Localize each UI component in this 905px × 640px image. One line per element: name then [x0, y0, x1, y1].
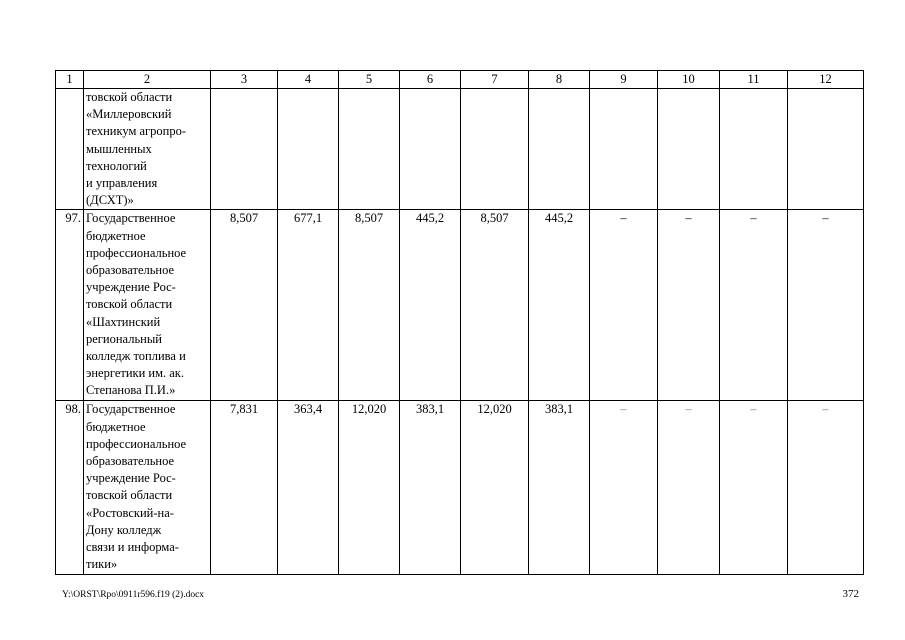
value-cell: 8,507	[461, 210, 529, 401]
header-cell: 2	[84, 71, 211, 89]
row-number: 98.	[56, 401, 84, 575]
table-row	[56, 401, 864, 575]
row-number: 97.	[56, 210, 84, 401]
institution-name: Государственное бюджетное профессиональное образовательное учреждение Рос- товской области «Шахтинский региональный колледж топлива и энергетики им. ак. Степанова П.И.»	[84, 210, 211, 401]
dash-cell: –	[720, 210, 788, 401]
dash-cell	[720, 89, 788, 210]
dash-cell	[590, 89, 658, 210]
institution-name: товской области «Миллеровский техникум агропро- мышленных технологий и управления (ДСХТ)»	[84, 89, 211, 210]
value-cell	[339, 89, 400, 210]
value-cell: 383,1	[400, 401, 461, 575]
value-cell	[529, 89, 590, 210]
table-row	[56, 89, 864, 210]
value-cell	[400, 89, 461, 210]
value-cell	[461, 89, 529, 210]
value-cell: 8,507	[211, 210, 278, 401]
dash-cell: –	[788, 401, 864, 575]
header-cell: 12	[788, 71, 864, 89]
institution-name: Государственное бюджетное профессиональное образовательное учреждение Рос- товской области «Ростовский-на- Дону колледж связи и информа- тики»	[84, 401, 211, 575]
dash-cell	[658, 89, 720, 210]
row-number	[56, 89, 84, 210]
dash-cell: –	[590, 210, 658, 401]
dash-cell: –	[658, 210, 720, 401]
dash-cell: –	[788, 210, 864, 401]
value-cell: 8,507	[339, 210, 400, 401]
value-cell	[278, 89, 339, 210]
value-cell: 12,020	[461, 401, 529, 575]
header-cell: 1	[56, 71, 84, 89]
table-row	[56, 210, 864, 401]
value-cell: 12,020	[339, 401, 400, 575]
value-cell: 7,831	[211, 401, 278, 575]
document-table	[55, 70, 864, 575]
dash-cell: –	[590, 401, 658, 575]
footer-file-path: Y:\ORST\Rpo\0911r596.f19 (2).docx	[62, 590, 205, 600]
dash-cell	[788, 89, 864, 210]
header-cell: 11	[720, 71, 788, 89]
value-cell: 363,4	[278, 401, 339, 575]
value-cell: 445,2	[400, 210, 461, 401]
header-row	[56, 71, 864, 89]
value-cell	[211, 89, 278, 210]
header-cell: 4	[278, 71, 339, 89]
page-number: 372	[842, 588, 859, 600]
header-cell: 3	[211, 71, 278, 89]
header-cell: 10	[658, 71, 720, 89]
dash-cell: –	[658, 401, 720, 575]
header-cell: 6	[400, 71, 461, 89]
header-cell: 8	[529, 71, 590, 89]
dash-cell: –	[720, 401, 788, 575]
value-cell: 677,1	[278, 210, 339, 401]
header-cell: 9	[590, 71, 658, 89]
value-cell: 445,2	[529, 210, 590, 401]
header-cell: 5	[339, 71, 400, 89]
header-cell: 7	[461, 71, 529, 89]
value-cell: 383,1	[529, 401, 590, 575]
